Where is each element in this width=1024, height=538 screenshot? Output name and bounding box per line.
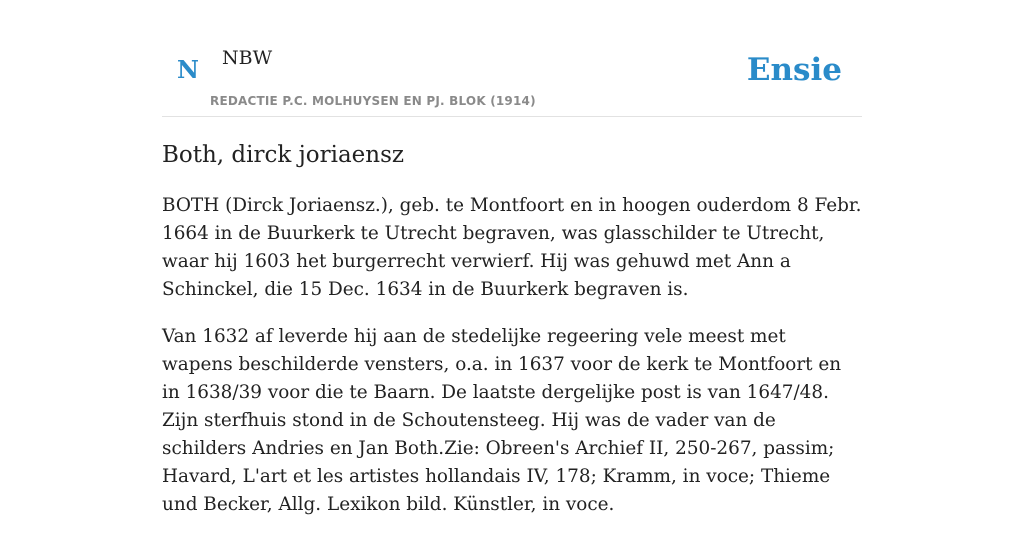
entry-paragraph: BOTH (Dirck Joriaensz.), geb. te Montfoort en in hoogen ouderdom 8 Febr. 1664 in de Buurkerk te Utrecht begraven, was glasschilder te Utrecht, waar hij 1603 het burgerrecht verwierf. Hij was gehuwd met Ann a Schinckel, die 15 Dec. 1634 in de Buurkerk begraven is.	[162, 195, 862, 300]
editor-byline: REDACTIE P.C. MOLHUYSEN EN PJ. BLOK (1914)	[210, 94, 536, 108]
entry-paragraph: Van 1632 af leverde hij aan de stedelijke regeering vele meest met wapens beschilderde vensters, o.a. in 1637 voor de kerk te Montfoort en in 1638/39 voor die te Baarn. De laatste dergelijke post is van 1647/48. Zijn sterfhuis stond in de Schoutensteeg. Hij was de vader van de schilders Andries en Jan Both.Zie: Obreen's Archief II, 250-267, passim; Havard, L'art et les artistes hollandais IV, 178; Kramm, in voce; Thieme und Becker, Allg. Lexikon bild. Künstler, in voce.	[162, 326, 842, 515]
header	[162, 0, 862, 117]
entry-body	[162, 192, 862, 538]
entry-title: Both, dirck joriaensz	[162, 142, 405, 168]
work-title[interactable]: NBW	[222, 47, 273, 69]
page	[162, 0, 862, 515]
nbw-logo-icon[interactable]: N	[177, 55, 199, 84]
ensie-logo-link[interactable]: Ensie	[746, 52, 842, 88]
